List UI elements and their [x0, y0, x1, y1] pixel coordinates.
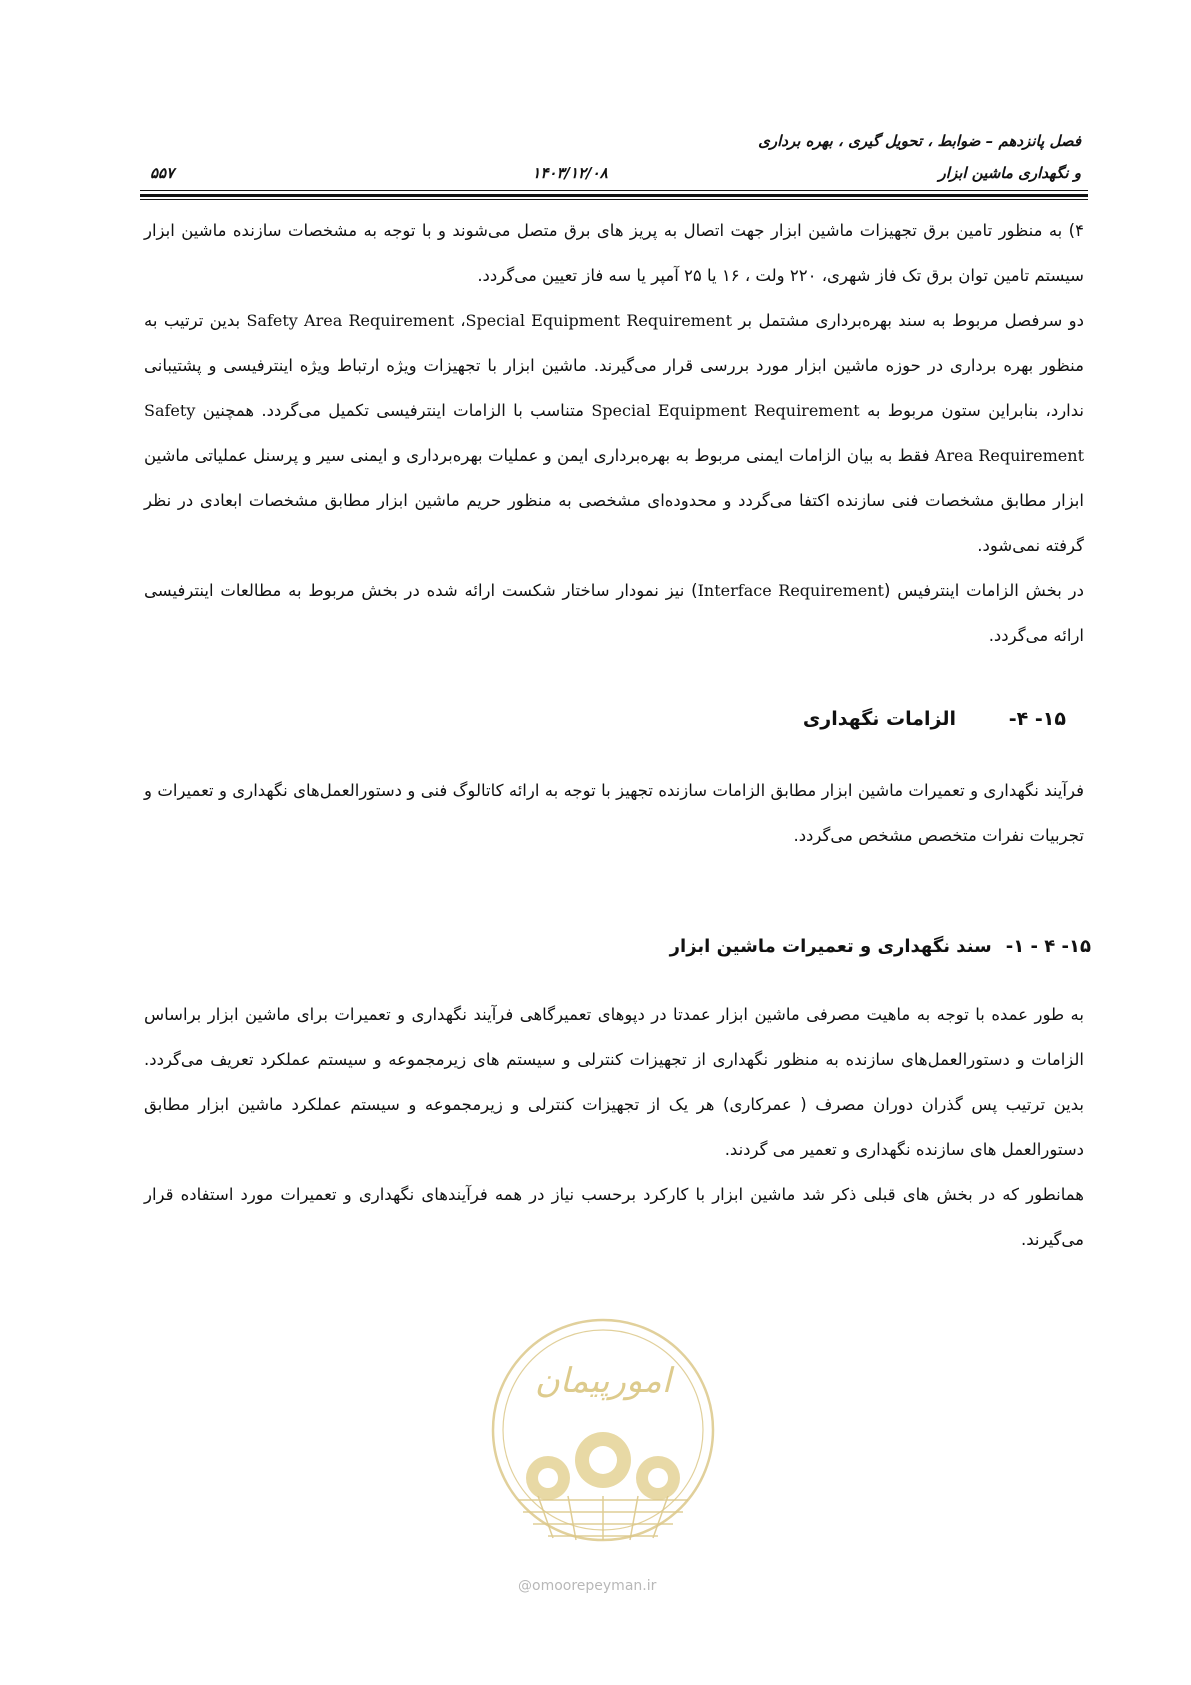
paragraph-usage: همانطور که در بخش های قبلی ذکر شد ماشین ابزار با کارکرد برحسب نیاز در همه فرآیندهای نگهداری و تعمیرات مورد استفاده قرار می‌گیرند. [144, 1185, 1084, 1249]
section-number: ۱۵- ۴- [1008, 708, 1066, 730]
p2-english-a: Safety Area Requirement ،Special Equipment Requirement [246, 311, 733, 330]
p2-text-g: فقط به بیان الزامات ایمنی مربوط به بهره‌برداری ایمن و عملیات بهره‌برداری و ایمنی سیر و پرسنل عملیاتی ماشین ابزار مطابق مشخصات فنی سازنده اکتفا می‌گردد و محدوده‌ای مشخصی به منظور حریم ماشین ابزار مطابق مشخصات ابعادی در نظر گرفته نمی‌شود. [144, 446, 1084, 555]
p3-text-a: در بخش الزامات اینترفیس ( [883, 581, 1084, 600]
subsection-heading [670, 936, 1091, 957]
paragraph-power-supply: ۴) به منظور تامین برق تجهیزات ماشین ابزار جهت اتصال به پریز های برق متصل می‌شوند و با توجه به مشخصات سازنده ماشین ابزار سیستم تامین توان برق تک فاز شهری، ۲۲۰ ولت ، ۱۶ یا ۲۵ آمپر یا سه فاز تعیین می‌گردد. [144, 221, 1084, 285]
paragraph-maintenance-document: به طور عمده با توجه به ماهیت مصرفی ماشین ابزار عمدتا در دپوهای تعمیرگاهی فرآیند نگهداری و تعمیرات برای ماشین ابزار براساس الزامات و دستورالعمل‌های سازنده به منظور نگهداری از تجهیزات کنترلی و سیستم های زیرمجموعه و سیستم عملکرد تعریف می‌گردد. بدین ترتیب پس گذران دوران مصرف ( عمرکاری) هر یک از تجهیزات کنترلی و زیرمجموعه و سیستم عملکرد ماشین ابزار مطابق دستورالعمل های سازنده نگهداری و تعمیر می گردند. [144, 1005, 1084, 1159]
p2-text-a: دو سرفصل مربوط به سند بهره‌برداری مشتمل بر [732, 311, 1084, 330]
watermark-logo-text: امورپیمان [534, 1361, 672, 1401]
p2-english-f: Safety Area Requirement [144, 401, 1084, 465]
p3-english-b: Interface Requirement [697, 581, 884, 600]
header-rule-thick [140, 194, 1088, 197]
p2-text-e: متناسب با الزامات اینترفیسی تکمیل می‌گردد. همچنین [195, 401, 592, 420]
section-title: الزامات نگهداری [802, 708, 956, 730]
p2-english-d: Special Equipment Requirement [591, 401, 860, 420]
page-number: ۵۵۷ [150, 164, 175, 182]
header-rule-top [140, 190, 1088, 191]
watermark-site: @omoorepeyman.ir [518, 1578, 657, 1594]
p2-text-c: بدین ترتیب به منظور بهره برداری در حوزه ماشین ابزار مورد بررسی قرار می‌گیرند. ماشین ابزار با تجهیزات ویژه ارتباط ویژه اینترفیسی و پشتیبانی ندارد، بنابراین ستون مربوط به [144, 311, 1085, 420]
subsection-number: ۱۵- ۴ - ۱- [1005, 936, 1091, 957]
paragraph-interface [144, 568, 1084, 658]
paragraph-maintenance-process: فرآیند نگهداری و تعمیرات ماشین ابزار مطابق الزامات سازنده تجهیز با توجه به ارائه کاتالوگ فنی و دستورالعمل‌های نگهداری و تعمیرات و تجربیات نفرات متخصص مشخص می‌گردد. [144, 781, 1084, 845]
p3-text-c: ) نیز نمودار ساختار شکست ارائه شده در بخش مربوط به مطالعات اینترفیسی ارائه می‌گردد. [144, 581, 1084, 645]
paragraph-operation-document [144, 298, 1084, 568]
chapter-title-line2: و نگهداری ماشین ابزار [938, 164, 1081, 182]
watermark-logo [478, 1300, 728, 1570]
header-rule-bottom [140, 199, 1088, 200]
header-date: ۱۴۰۳/۱۲/۰۸ [532, 164, 608, 182]
chapter-title-line1: فصل پانزدهم – ضوابط ، تحویل گیری ، بهره برداری [758, 132, 1081, 150]
subsection-title: سند نگهداری و تعمیرات ماشین ابزار [669, 936, 992, 957]
